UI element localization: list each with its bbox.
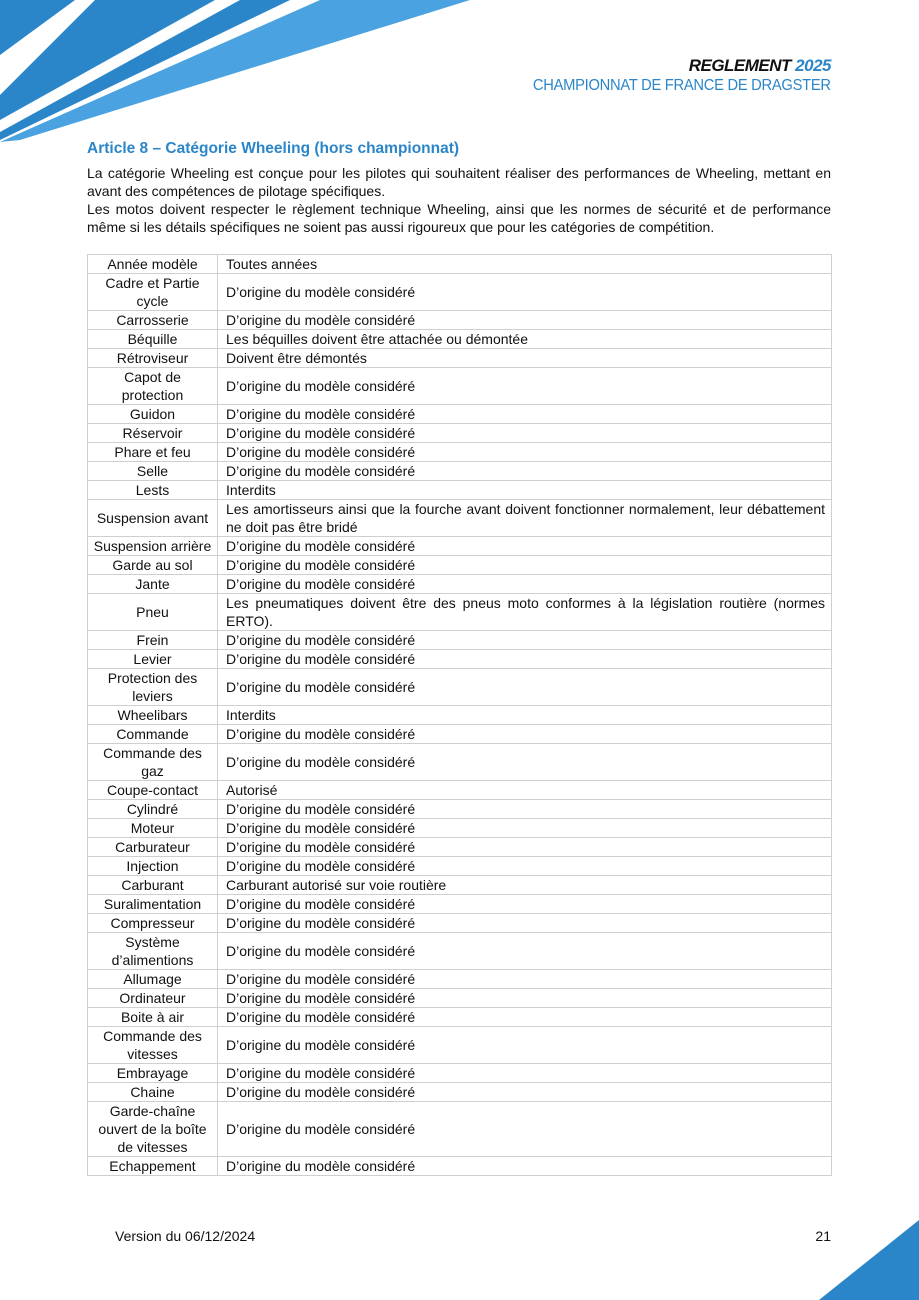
row-value: D’origine du modèle considéré (218, 857, 832, 876)
table-row (88, 424, 832, 443)
table-row (88, 970, 832, 989)
table-row (88, 857, 832, 876)
row-value: D’origine du modèle considéré (218, 424, 832, 443)
table-row (88, 1027, 832, 1064)
table-row (88, 933, 832, 970)
row-label: Protection des leviers (88, 669, 218, 706)
row-label: Jante (88, 575, 218, 594)
table-row (88, 349, 832, 368)
row-value: D’origine du modèle considéré (218, 1064, 832, 1083)
row-value: Les béquilles doivent être attachée ou démontée (218, 330, 832, 349)
table-row (88, 405, 832, 424)
row-label: Frein (88, 631, 218, 650)
table-row (88, 819, 832, 838)
row-label: Moteur (88, 819, 218, 838)
row-value: D’origine du modèle considéré (218, 311, 832, 330)
table-row (88, 838, 832, 857)
row-value: D’origine du modèle considéré (218, 914, 832, 933)
table-row (88, 876, 832, 895)
row-label: Béquille (88, 330, 218, 349)
row-label: Injection (88, 857, 218, 876)
row-value: D’origine du modèle considéré (218, 1027, 832, 1064)
row-value: D’origine du modèle considéré (218, 462, 832, 481)
row-label: Capot de protection (88, 368, 218, 405)
row-label: Phare et feu (88, 443, 218, 462)
row-label: Système d’alimentions (88, 933, 218, 970)
row-value: Interdits (218, 706, 832, 725)
table-row (88, 989, 832, 1008)
table-row (88, 1157, 832, 1176)
table-row (88, 311, 832, 330)
row-label: Chaine (88, 1083, 218, 1102)
table-row (88, 1064, 832, 1083)
row-label: Allumage (88, 970, 218, 989)
table-row (88, 914, 832, 933)
row-value: D’origine du modèle considéré (218, 933, 832, 970)
table-row (88, 781, 832, 800)
row-value: D’origine du modèle considéré (218, 669, 832, 706)
row-label: Embrayage (88, 1064, 218, 1083)
row-value: D’origine du modèle considéré (218, 1008, 832, 1027)
row-label: Pneu (88, 594, 218, 631)
table-row (88, 631, 832, 650)
table-row (88, 650, 832, 669)
row-value: Carburant autorisé sur voie routière (218, 876, 832, 895)
row-label: Ordinateur (88, 989, 218, 1008)
article-title: Article 8 – Catégorie Wheeling (hors championnat) (87, 140, 460, 157)
row-value: D’origine du modèle considéré (218, 575, 832, 594)
row-label: Coupe-contact (88, 781, 218, 800)
row-value: D’origine du modèle considéré (218, 537, 832, 556)
header-reglement: REGLEMENT (688, 56, 791, 75)
row-value: D’origine du modèle considéré (218, 970, 832, 989)
table-row (88, 744, 832, 781)
row-value: Interdits (218, 481, 832, 500)
table-row (88, 575, 832, 594)
bottom-right-triangle-decoration (819, 1220, 919, 1300)
table-row (88, 725, 832, 744)
table-row (88, 594, 832, 631)
row-value: D’origine du modèle considéré (218, 838, 832, 857)
row-value: D’origine du modèle considéré (218, 819, 832, 838)
row-value: D’origine du modèle considéré (218, 725, 832, 744)
row-value: D’origine du modèle considéré (218, 1102, 832, 1157)
row-label: Commande (88, 725, 218, 744)
table-row (88, 556, 832, 575)
row-label: Wheelibars (88, 706, 218, 725)
table-row (88, 462, 832, 481)
row-value: D’origine du modèle considéré (218, 631, 832, 650)
row-label: Carburateur (88, 838, 218, 857)
table-row (88, 1083, 832, 1102)
table-row (88, 330, 832, 349)
row-label: Suspension avant (88, 500, 218, 537)
technical-spec-table (87, 254, 832, 1176)
row-label: Boite à air (88, 1008, 218, 1027)
row-label: Cylindré (88, 800, 218, 819)
table-row (88, 481, 832, 500)
row-label: Commande des vitesses (88, 1027, 218, 1064)
article-paragraph-1: La catégorie Wheeling est conçue pour les pilotes qui souhaitent réaliser des performances de Wheeling, mettant en avant des compétences de pilotage spécifiques. (87, 165, 831, 199)
row-label: Cadre et Partie cycle (88, 274, 218, 311)
row-value: D’origine du modèle considéré (218, 443, 832, 462)
row-value: Les pneumatiques doivent être des pneus moto conformes à la législation routière (normes ERTO). (218, 594, 832, 631)
table-row (88, 800, 832, 819)
row-value: D’origine du modèle considéré (218, 274, 832, 311)
row-label: Réservoir (88, 424, 218, 443)
row-label: Lests (88, 481, 218, 500)
table-row (88, 895, 832, 914)
row-label: Rétroviseur (88, 349, 218, 368)
row-label: Carburant (88, 876, 218, 895)
table-row (88, 669, 832, 706)
header-reglement-line (507, 56, 831, 76)
row-label: Echappement (88, 1157, 218, 1176)
top-left-stripes-decoration (0, 0, 480, 150)
row-label: Garde-chaîne ouvert de la boîte de vitesses (88, 1102, 218, 1157)
header-subtitle: CHAMPIONNAT DE FRANCE DE DRAGSTER (533, 77, 831, 94)
table-row (88, 1008, 832, 1027)
row-value: D’origine du modèle considéré (218, 556, 832, 575)
row-label: Commande des gaz (88, 744, 218, 781)
table-row (88, 274, 832, 311)
table-row (88, 255, 832, 274)
row-value: Autorisé (218, 781, 832, 800)
row-value: D’origine du modèle considéré (218, 744, 832, 781)
row-label: Carrosserie (88, 311, 218, 330)
row-label: Suralimentation (88, 895, 218, 914)
row-label: Levier (88, 650, 218, 669)
table-row (88, 500, 832, 537)
row-value: D’origine du modèle considéré (218, 1157, 832, 1176)
table-row (88, 706, 832, 725)
row-value: D’origine du modèle considéré (218, 895, 832, 914)
row-value: Toutes années (218, 255, 832, 274)
table-row (88, 443, 832, 462)
spec-table-body (88, 255, 832, 1176)
row-value: D’origine du modèle considéré (218, 368, 832, 405)
row-label: Selle (88, 462, 218, 481)
row-label: Année modèle (88, 255, 218, 274)
row-value: Doivent être démontés (218, 349, 832, 368)
header-year: 2025 (795, 56, 831, 75)
row-value: D’origine du modèle considéré (218, 989, 832, 1008)
page-number: 21 (815, 1228, 831, 1244)
main-content (87, 140, 831, 1176)
table-row (88, 368, 832, 405)
row-value: D’origine du modèle considéré (218, 650, 832, 669)
article-paragraph-2: Les motos doivent respecter le règlement technique Wheeling, ainsi que les normes de sécurité et de performance même si les détails spécifiques ne soient pas aussi rigoureux que pour les catégories de compétition. (87, 201, 831, 235)
table-row (88, 1102, 832, 1157)
row-value: D’origine du modèle considéré (218, 800, 832, 819)
row-label: Guidon (88, 405, 218, 424)
table-row (88, 537, 832, 556)
document-header (507, 56, 831, 96)
row-label: Suspension arrière (88, 537, 218, 556)
row-value: D’origine du modèle considéré (218, 405, 832, 424)
row-label: Compresseur (88, 914, 218, 933)
footer-version: Version du 06/12/2024 (115, 1228, 256, 1244)
row-label: Garde au sol (88, 556, 218, 575)
row-value: Les amortisseurs ainsi que la fourche avant doivent fonctionner normalement, leur débattement ne doit pas être bridé (218, 500, 832, 537)
row-value: D’origine du modèle considéré (218, 1083, 832, 1102)
